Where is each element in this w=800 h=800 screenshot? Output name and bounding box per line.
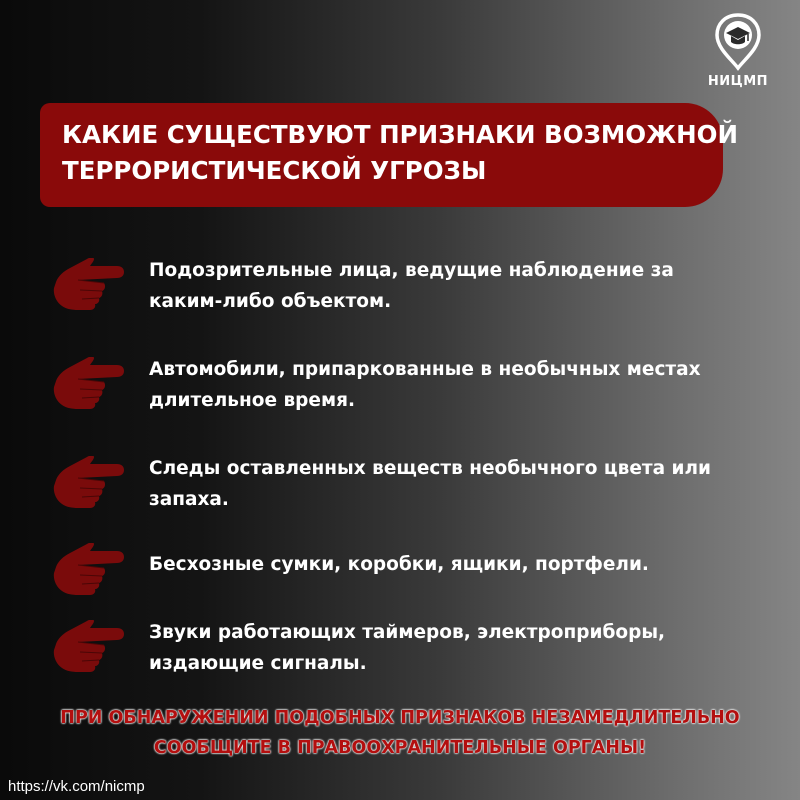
- list-item-text: Автомобили, припаркованные в необычных местах длительное время.: [149, 359, 701, 411]
- pointing-hand-icon: [50, 258, 126, 310]
- list-item-text: Подозрительные лица, ведущие наблюдение за каким-либо объектом.: [149, 260, 674, 312]
- pointing-hand-icon: [50, 543, 126, 595]
- pointing-hand-icon: [50, 357, 126, 409]
- footer-warning: ПРИ ОБНАРУЖЕНИИ ПОДОБНЫХ ПРИЗНАКОВ НЕЗАМЕДЛИТЕЛЬНО СООБЩИТЕ В ПРАВООХРАНИТЕЛЬНЫЕ ОРГАНЫ!: [60, 708, 740, 758]
- list-item-text: Звуки работающих таймеров, электроприборы, издающие сигналы.: [149, 622, 666, 674]
- list-item-text: Следы оставленных веществ необычного цвета или запаха.: [149, 458, 712, 510]
- title-line: КАКИЕ СУЩЕСТВУЮТ ПРИЗНАКИ ВОЗМОЖНОЙ: [62, 120, 738, 149]
- pointing-hand-icon: [50, 456, 126, 508]
- logo-text: НИЦМП: [707, 74, 769, 89]
- list-item-text: Бесхозные сумки, коробки, ящики, портфели.: [149, 554, 649, 575]
- pointing-hand-icon: [50, 620, 126, 672]
- source-url: https://vk.com/nicmp: [8, 778, 145, 795]
- title-line: ТЕРРОРИСТИЧЕСКОЙ УГРОЗЫ: [62, 156, 487, 185]
